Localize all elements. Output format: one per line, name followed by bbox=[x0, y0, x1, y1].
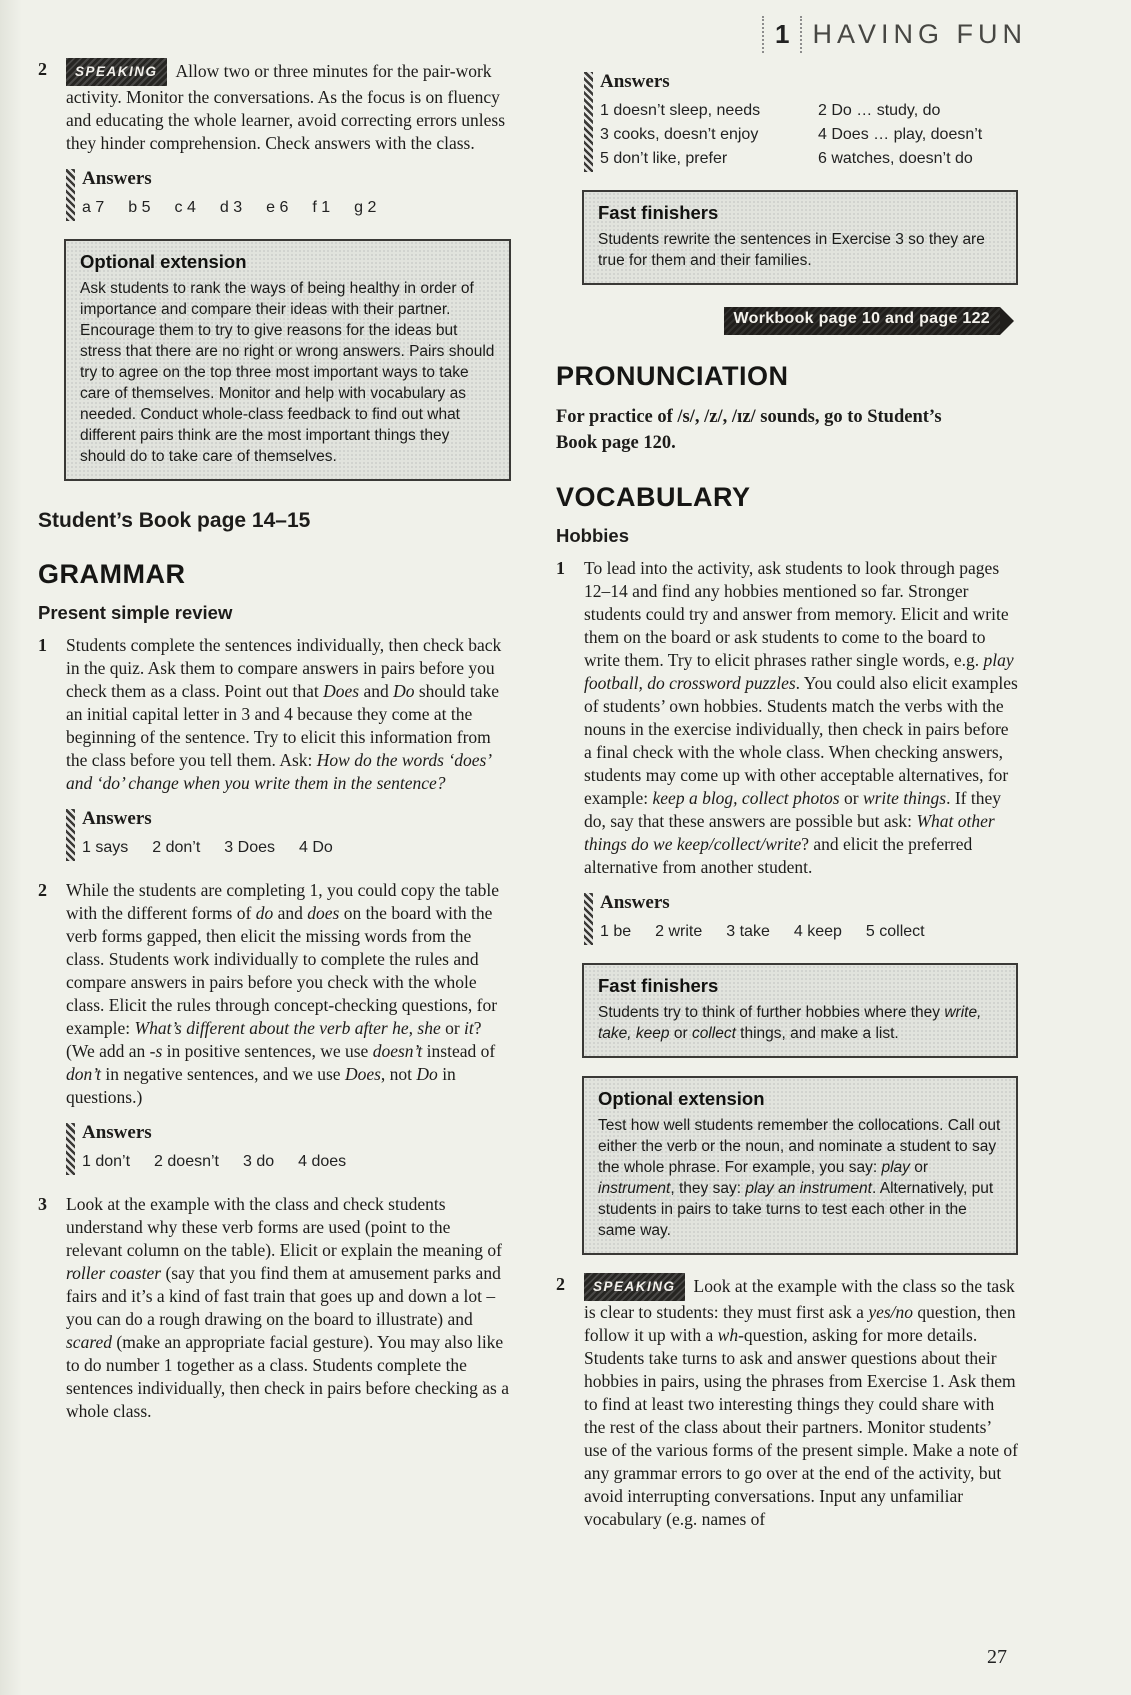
unit-header bbox=[762, 16, 1027, 53]
pronunciation-heading: PRONUNCIATION bbox=[556, 361, 789, 391]
box-body: Students try to think of further hobbies where they write, take, keep or collect things, and make a list. bbox=[598, 1004, 982, 1042]
answers-values: 1 says 2 don’t 3 Does 4 Do bbox=[82, 839, 333, 856]
exercise-body bbox=[66, 58, 511, 155]
item-number: 1 bbox=[556, 558, 565, 578]
speaking-badge: SPEAKING bbox=[66, 58, 167, 86]
item-body bbox=[584, 1273, 1018, 1531]
vocabulary-heading: VOCABULARY bbox=[556, 482, 751, 512]
fast-finishers-box-2 bbox=[582, 963, 1018, 1058]
grammar-item-3 bbox=[38, 1193, 511, 1423]
answers-box-grammar-2 bbox=[66, 1121, 511, 1177]
grammar-heading: GRAMMAR bbox=[38, 559, 186, 589]
exercise-2-text: Allow two or three minutes for the pair-work activity. Monitor the conversations. As the focus is on fluency and educating the whole learner, avoid correcting errors unless they hinder comprehension. Check answers with the class. bbox=[66, 61, 506, 153]
answers-column-left: 1 doesn’t sleep, needs 3 cooks, doesn’t enjoy 5 don’t like, prefer bbox=[600, 102, 761, 167]
answers-box-grammar-1 bbox=[66, 807, 511, 863]
unit-number: 1 bbox=[762, 16, 802, 53]
right-column bbox=[556, 58, 1018, 1543]
workbook-banner-label: Workbook page 10 and page 122 bbox=[724, 307, 1000, 335]
banner-arrow-icon bbox=[1000, 307, 1014, 335]
speaking-badge: SPEAKING bbox=[584, 1273, 685, 1301]
unit-title: HAVING FUN bbox=[812, 19, 1027, 49]
exercise-number: 2 bbox=[38, 59, 47, 79]
optional-extension-box-2 bbox=[582, 1076, 1018, 1255]
item-number: 3 bbox=[38, 1194, 47, 1214]
pronunciation-text: For practice of /s/, /z/, /ɪz/ sounds, go to Student’s Book page 120. bbox=[556, 407, 942, 453]
box-body: Students rewrite the sentences in Exercise 3 so they are true for them and their families. bbox=[598, 231, 985, 269]
workbook-banner bbox=[724, 307, 1014, 335]
box-body: Ask students to rank the ways of being healthy in order of importance and compare their ideas with their partner. Encourage them to try to give reasons for the ideas but stress that there are no right or wrong answers. Pairs should try to agree on the top three most important ways to take care of themselves. Monitor and help with vocabulary as needed. Conduct whole-class feedback to find out what different pairs think are the most important things they should do to take care of themselves. bbox=[80, 280, 495, 465]
workbook-banner-row bbox=[556, 307, 1014, 335]
fast-finishers-box-1 bbox=[582, 190, 1018, 285]
answers-values: 1 don’t 2 doesn’t 3 do 4 does bbox=[82, 1153, 347, 1170]
box-body: Test how well students remember the collocations. Call out either the verb or the noun, and nominate a student to say the whole phrase. For example, you say: play or instrument, they say: play an instrument. Alternatively, put students in pairs to take turns to test each other in the same way. bbox=[598, 1117, 1001, 1239]
answers-box-pairwork bbox=[66, 167, 511, 223]
item-text: Look at the example with the class so the task is clear to students: they must first ask a yes/no question, then follow it up with a wh-question, asking for more details. Students take turns to ask and answer questions about their hobbies in pairs, using the phrases from Exercise 1. Ask them to find at least two interesting things they could share with the rest of the class about their partners. Monitor students’ use of the various forms of the present simple. Make a note of any grammar errors to go over at the end of the activity, but avoid interrupting conversations. Input any unfamiliar vocabulary (e.g. names of bbox=[584, 1276, 1018, 1529]
box-title: Fast finishers bbox=[598, 975, 719, 996]
answers-values: 1 be 2 write 3 take 4 keep 5 collect bbox=[600, 923, 925, 940]
item-text: Students complete the sentences individually, then check back in the quiz. Ask them to compare answers in pairs before you check them as a class. Point out that Does and Do should take an initial capital letter in 3 and 4 because they come at the beginning of the sentence. Try to elicit this information from the class before you tell them. Ask: How do the words ‘does’ and ‘do’ change when you write them in the sentence? bbox=[66, 635, 502, 793]
item-text: To lead into the activity, ask students to look through pages 12–14 and find any hobbies mentioned so far. Stronger students could try and answer from memory. Elicit and write them on the board or ask students to come to the board to write them. Try to elicit phrases rather single words, e.g. play football, do crossword puzzles. You could also elicit examples of students’ own hobbies. Students match the verbs with the nouns in the exercise individually, then check in pairs before a final check with the whole class. When checking answers, students may come up with other acceptable alternatives, for example: keep a blog, collect photos or write things. If they do, say that these answers are possible but ask: What other things do we keep/collect/write? and elicit the preferred alternative from another student. bbox=[584, 558, 1018, 877]
item-number: 1 bbox=[38, 635, 47, 655]
answers-title: Answers bbox=[82, 808, 152, 829]
answers-box-vocabulary bbox=[584, 891, 1018, 947]
box-title: Optional extension bbox=[80, 251, 247, 272]
exercise-2-speaking bbox=[38, 58, 511, 155]
students-book-reference: Student’s Book page 14–15 bbox=[38, 509, 311, 532]
answers-title: Answers bbox=[600, 892, 670, 913]
vocabulary-item-1 bbox=[556, 557, 1018, 879]
box-title: Fast finishers bbox=[598, 202, 719, 223]
left-column bbox=[38, 58, 511, 1435]
item-number: 2 bbox=[556, 1274, 565, 1294]
answers-box-exercise-3 bbox=[584, 70, 1018, 174]
vocabulary-subheading: Hobbies bbox=[556, 525, 629, 546]
page-number: 27 bbox=[987, 1646, 1007, 1668]
item-number: 2 bbox=[38, 880, 47, 900]
grammar-item-1 bbox=[38, 634, 511, 795]
box-title: Optional extension bbox=[598, 1088, 765, 1109]
grammar-subheading: Present simple review bbox=[38, 602, 233, 623]
vocabulary-item-2-speaking bbox=[556, 1273, 1018, 1531]
answers-values: a 7 b 5 c 4 d 3 e 6 f 1 g 2 bbox=[82, 199, 377, 216]
answers-title: Answers bbox=[82, 1122, 152, 1143]
answers-column-right: 2 Do … study, do 4 Does … play, doesn’t 6 watches, doesn’t do bbox=[818, 102, 983, 167]
optional-extension-box bbox=[64, 239, 511, 481]
item-text: While the students are completing 1, you could copy the table with the different forms of do and does on the board with the verb forms gapped, then elicit the missing words from the class. Students work individually to complete the rules and compare answers in pairs before you check with the whole class. Elicit the rules through concept-checking questions, for example: What’s different about the verb after he, she or it? (We add an -s in positive sentences, we use doesn’t instead of don’t in negative sentences, and we use Does, not Do in questions.) bbox=[66, 880, 500, 1107]
answers-title: Answers bbox=[82, 168, 152, 189]
item-text: Look at the example with the class and check students understand why these verb forms are used (point to the relevant column on the table). Elicit or explain the meaning of roller coaster (say that you find them at amusement parks and fairs and it’s a kind of fast train that goes up and down a lot – you can do a rough drawing on the board to illustrate) and scared (make an appropriate facial gesture). You may also like to do number 1 together as a class. Students complete the sentences individually, then check in pairs before checking as a whole class. bbox=[66, 1194, 510, 1421]
answers-title: Answers bbox=[600, 71, 670, 92]
grammar-item-2 bbox=[38, 879, 511, 1109]
answers-columns bbox=[600, 99, 1018, 171]
